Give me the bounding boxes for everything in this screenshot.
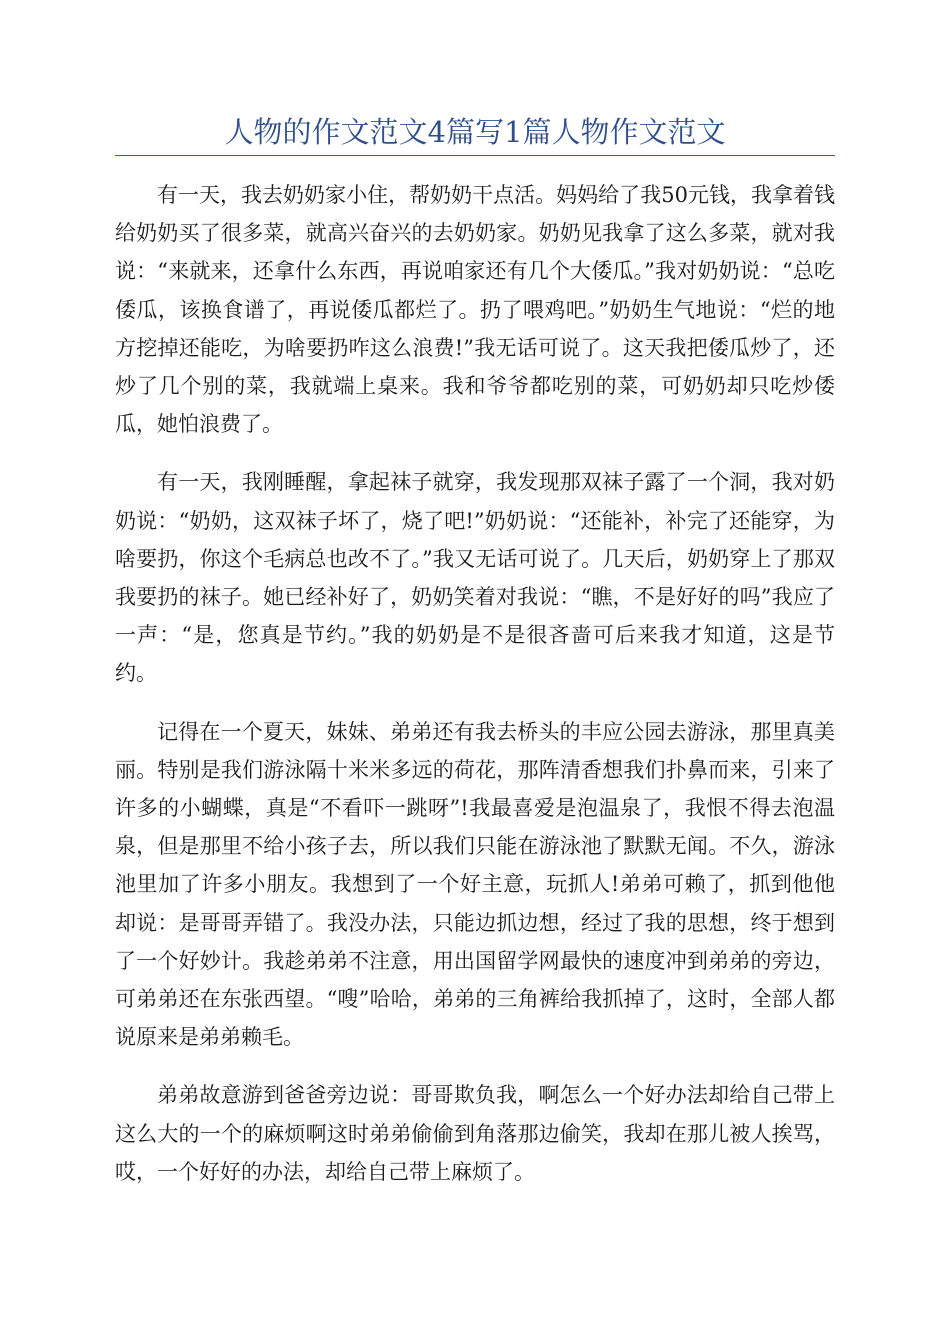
paragraph: 有一天，我刚睡醒，拿起袜子就穿，我发现那双袜子露了一个洞，我对奶奶说：“奶奶，这双袜子坏了，烧了吧!”奶奶说：“还能补，补完了还能穿，为啥要扔，你这个毛病总也改不了。”我又无话可说了。几天后，奶奶穿上了那双我要扔的袜子。她已经补好了，奶奶笑着对我说：“瞧，不是好好的吗”我应了一声：“是，您真是节约。”我的奶奶是不是很吝啬可后来我才知道，这是节约。 <box>115 470 835 686</box>
title-underline <box>115 155 835 156</box>
paragraph: 有一天，我去奶奶家小住，帮奶奶干点活。妈妈给了我50元钱，我拿着钱给奶奶买了很多菜，就高兴奋兴的去奶奶家。奶奶见我拿了这么多菜，就对我说：“来就来，还拿什么东西，再说咱家还有几个大倭瓜。”我对奶奶说：“总吃倭瓜，该换食谱了，再说倭瓜都烂了。扔了喂鸡吧。”奶奶生气地说：“烂的地方挖掉还能吃，为啥要扔咋这么浪费!”我无话可说了。这天我把倭瓜炒了，还炒了几个别的菜，我就端上桌来。我和爷爷都吃别的菜，可奶奶却只吃炒倭瓜，她怕浪费了。 <box>115 183 835 437</box>
paragraph: 记得在一个夏天，妹妹、弟弟还有我去桥头的丰应公园去游泳，那里真美丽。特别是我们游泳隔十米米多远的荷花，那阵清香想我们扑鼻而来，引来了许多的小蝴蝶，真是“不看吓一跳呀”!我最喜爱是泡温泉了，我恨不得去泡温泉，但是那里不给小孩子去，所以我们只能在游泳池了默默无闻。不久，游泳池里加了许多小朋友。我想到了一个好主意，玩抓人!弟弟可赖了，抓到他他却说：是哥哥弄错了。我没办法，只能边抓边想，经过了我的思想，终于想到了一个好妙计。我趁弟弟不注意，用出国留学网最快的速度冲到弟弟的旁边，可弟弟还在东张西望。“嗖”哈哈，弟弟的三角裤给我抓掉了，这时，全部人都说原来是弟弟赖毛。 <box>115 719 835 1050</box>
document-title: 人物的作文范文4篇写1篇人物作文范文 <box>224 115 726 149</box>
document-body <box>115 176 835 1211</box>
paragraph: 弟弟故意游到爸爸旁边说：哥哥欺负我，啊怎么一个好办法却给自己带上这么大的一个的麻烦啊这时弟弟偷偷到角落那边偷笑，我却在那儿被人挨骂，哎，一个好好的办法，却给自己带上麻烦了。 <box>115 1083 835 1184</box>
